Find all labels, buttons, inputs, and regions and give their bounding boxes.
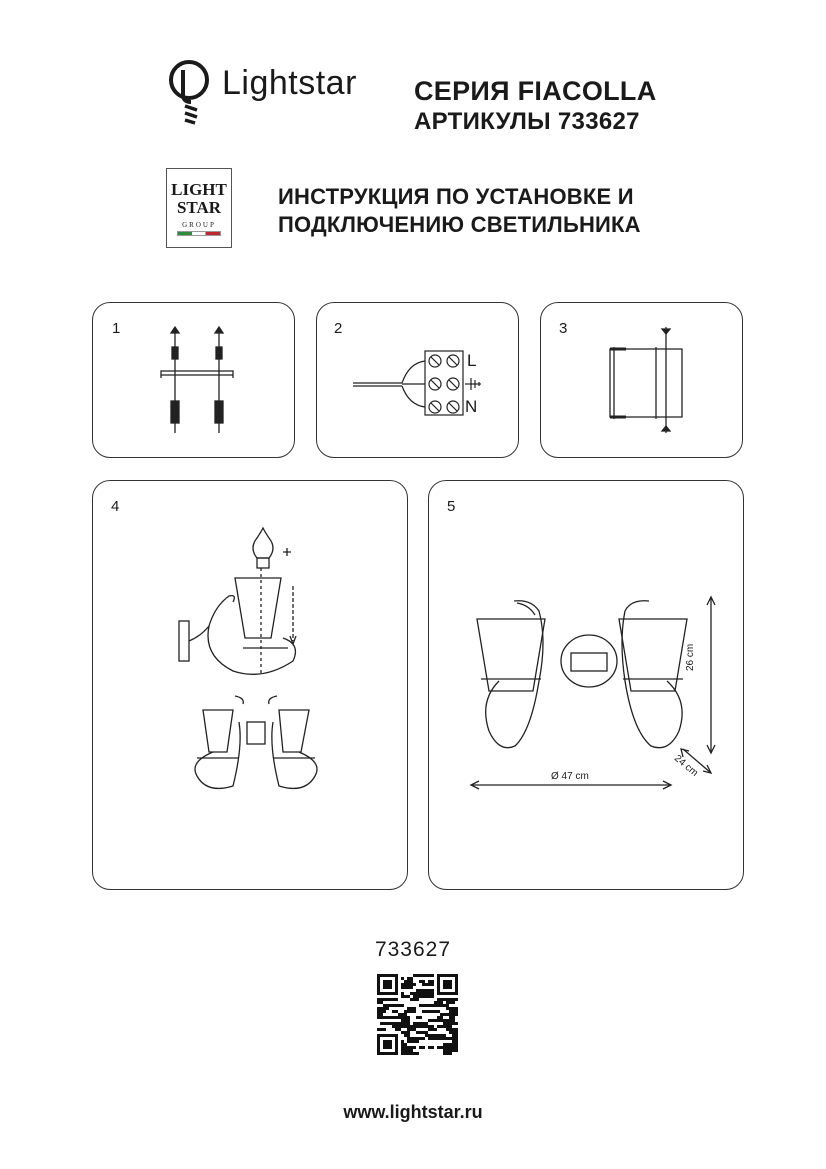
- panel-3: [540, 302, 743, 458]
- group-logo-line1: LIGHT: [171, 180, 227, 199]
- panel-number: 4: [111, 498, 120, 515]
- group-logo-line3: GROUP: [182, 221, 216, 229]
- terminal-label-n: N: [465, 397, 478, 416]
- lightstar-logo-icon: [165, 58, 217, 126]
- panel-number: 5: [447, 498, 456, 515]
- wall-mount-plate-diagram: [596, 325, 696, 440]
- panel-number: 2: [334, 320, 343, 337]
- panel-4: [92, 480, 408, 890]
- panel-1: [92, 302, 295, 458]
- panel-number: 1: [112, 320, 121, 337]
- instruction-line2: ПОДКЛЮЧЕНИЮ СВЕТИЛЬНИКА: [278, 212, 641, 237]
- qr-code-icon[interactable]: [377, 974, 458, 1055]
- instruction-line1: ИНСТРУКЦИЯ ПО УСТАНОВКЕ И: [278, 184, 634, 209]
- brand-name: Lightstar: [222, 64, 357, 102]
- panel-number: 3: [559, 320, 568, 337]
- website-link[interactable]: www.lightstar.ru: [343, 1102, 483, 1122]
- footer-article: 733627: [374, 938, 452, 961]
- dimension-height-label: 26 cm: [685, 643, 696, 671]
- instruction-title: [278, 183, 641, 239]
- terminal-label-l: L: [467, 351, 477, 370]
- ground-symbol-icon: [465, 378, 481, 390]
- wiring-terminal-diagram: [347, 343, 517, 423]
- panel-5: [428, 480, 744, 890]
- articles-title: АРТИКУЛЫ 733627: [414, 108, 640, 135]
- lightstar-group-logo: [166, 168, 232, 248]
- dimension-width-label: Ø 47 cm: [551, 771, 589, 782]
- dimension-depth-label: 24 cm: [671, 753, 700, 779]
- mounting-bracket-screws-diagram: [153, 323, 243, 438]
- group-logo-line2: STAR: [176, 198, 222, 217]
- italy-flag-stripe: [177, 231, 221, 236]
- series-title: СЕРИЯ FIACOLLA: [414, 76, 657, 106]
- panel-2: [316, 302, 519, 458]
- lamp-assembly-diagram: [153, 526, 353, 816]
